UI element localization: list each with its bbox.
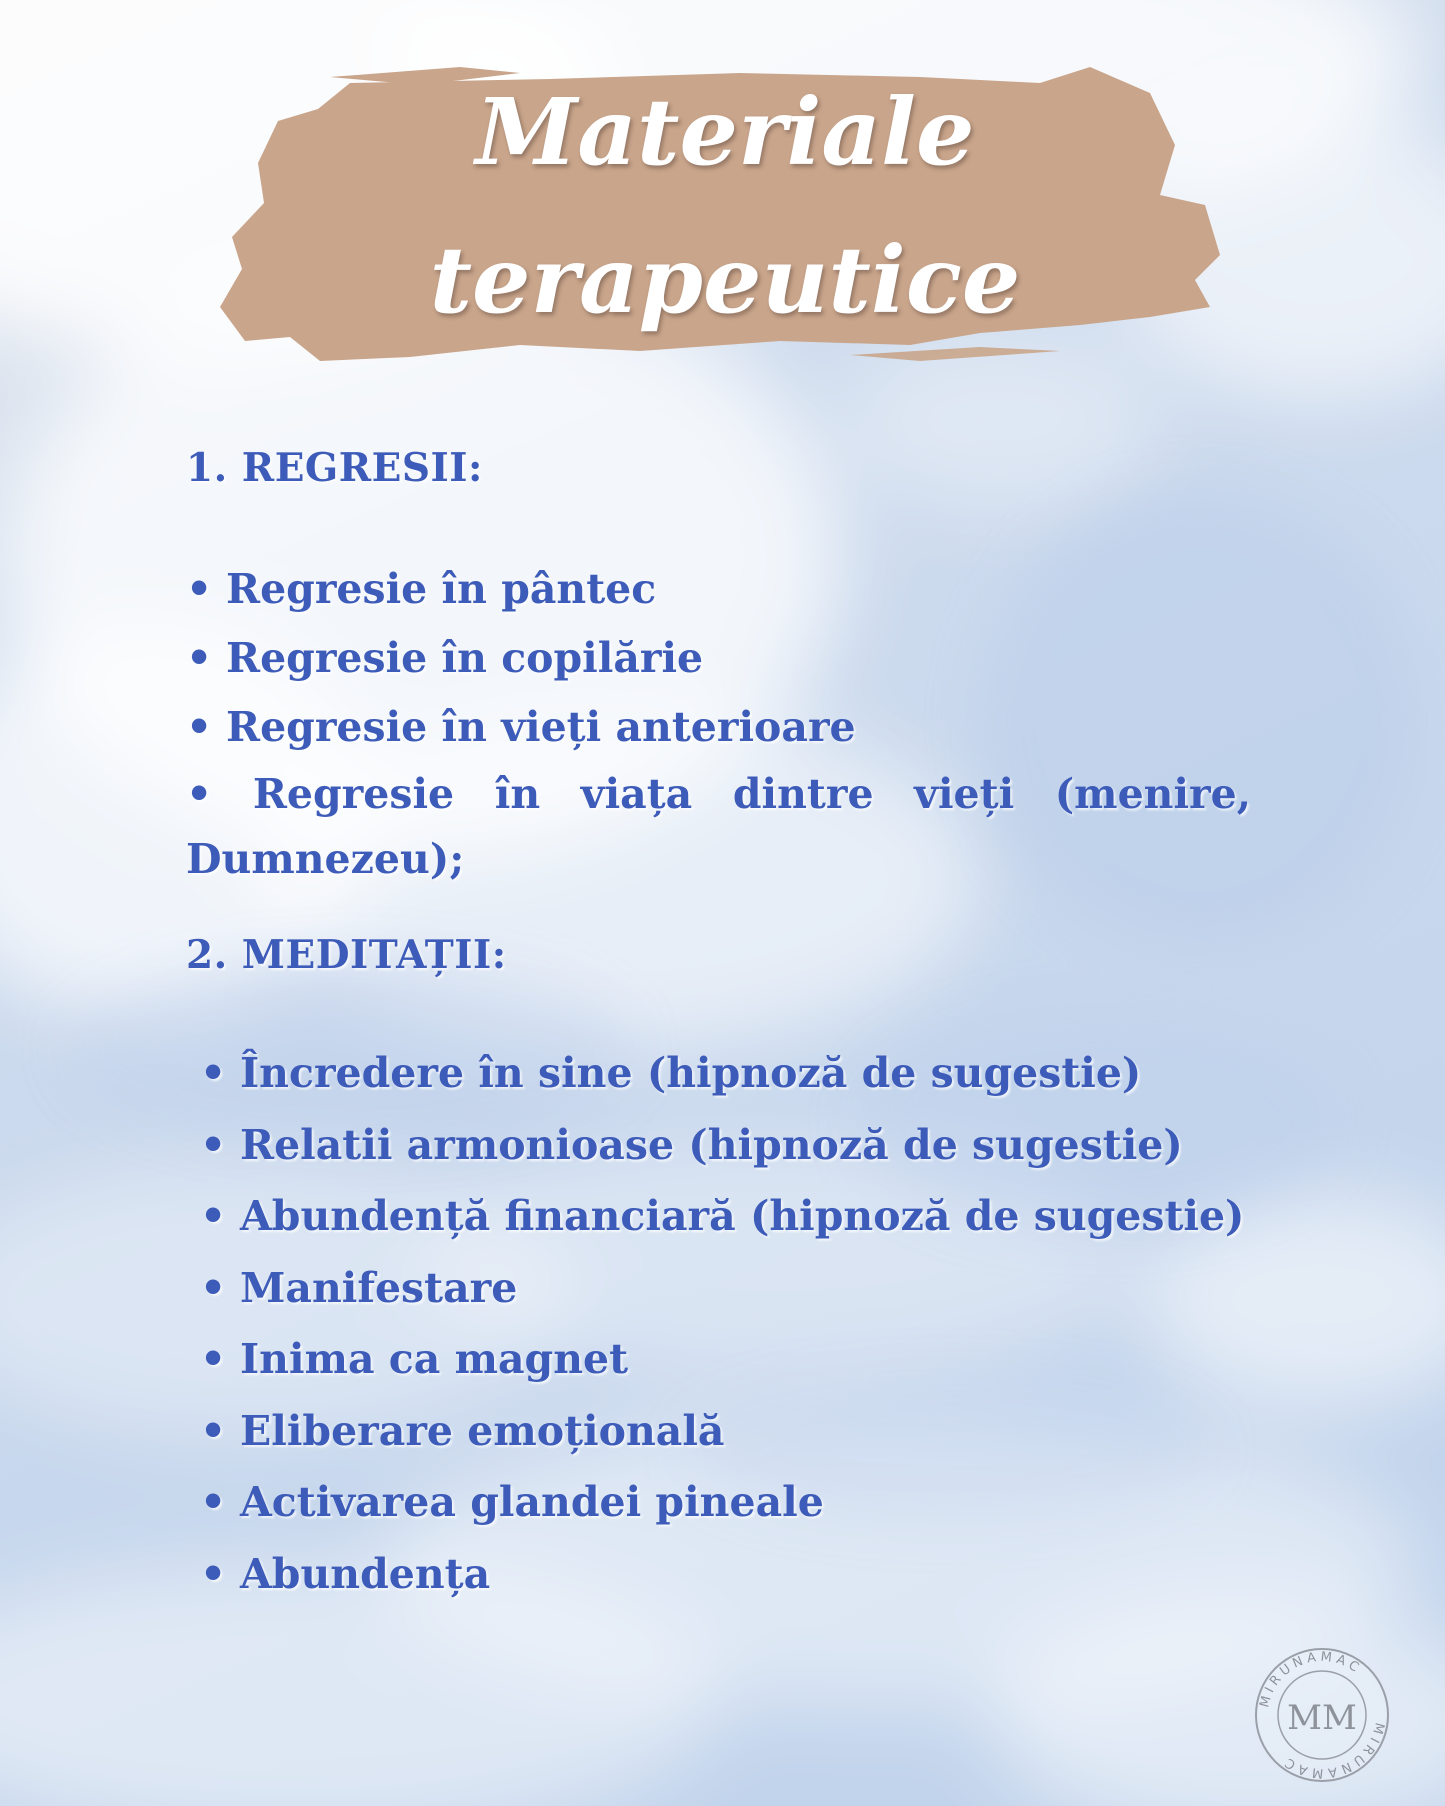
list-item-text: Eliberare emoțională (240, 1406, 725, 1455)
list-item (200, 1253, 1251, 1325)
regresii-list (186, 555, 1251, 892)
logo-monogram: MM (1287, 1698, 1357, 1738)
bullet-icon: • (200, 1478, 227, 1526)
bullet-icon: • (186, 703, 213, 751)
list-item-text: Relatii armonioase (hipnoză de sugestie) (240, 1120, 1183, 1169)
bullet-icon: • (200, 1335, 227, 1383)
list-item (200, 1324, 1251, 1396)
bullet-icon: • (186, 565, 213, 613)
bullet-icon: • (200, 1192, 227, 1240)
list-item-text: Regresie în viața dintre vieți (menire, Dumnezeu); (186, 770, 1251, 883)
logo-ring-text-2: MIRUNAMAC (1279, 1720, 1387, 1781)
bullet-icon: • (200, 1120, 227, 1169)
list-item (200, 1467, 1251, 1539)
bullet-icon: • (186, 634, 213, 682)
logo-ring-text: MIRUNAMAC (1257, 1649, 1365, 1710)
list-item (200, 1396, 1251, 1468)
brand-logo-icon (1252, 1645, 1392, 1785)
content (186, 445, 1251, 1610)
list-item-text: Activarea glandei pineale (240, 1478, 824, 1526)
list-item (200, 1181, 1251, 1253)
bullet-icon: • (200, 1049, 227, 1097)
meditatii-list (186, 1038, 1251, 1610)
section-heading-meditatii: 2. MEDITAȚII: (186, 932, 507, 978)
bullet-icon: • (200, 1406, 227, 1455)
list-item-text: Regresie în pântec (226, 565, 657, 613)
list-item-text: Încredere în sine (hipnoză de sugestie) (240, 1049, 1142, 1097)
list-item-text: Abundența (240, 1549, 491, 1598)
list-item (200, 1038, 1251, 1110)
list-item (186, 762, 1251, 892)
list-item-text: Inima ca magnet (240, 1335, 629, 1383)
title-line-2: terapeutice (429, 226, 1021, 334)
bullet-icon: • (186, 770, 213, 818)
list-item-text: Regresie în copilărie (226, 634, 704, 682)
list-item-text: Manifestare (240, 1263, 518, 1312)
list-item (186, 693, 1251, 762)
bullet-icon: • (200, 1263, 227, 1312)
list-item-text: Abundență financiară (hipnoză de sugestie) (240, 1192, 1245, 1240)
section-heading-regresii: 1. REGRESII: (186, 445, 483, 491)
list-item (186, 624, 1251, 693)
bullet-icon: • (200, 1549, 227, 1598)
title-line-1: Materiale (475, 78, 975, 186)
list-item-text: Regresie în vieți anterioare (226, 703, 856, 751)
title-banner (220, 55, 1230, 365)
list-item (186, 555, 1251, 624)
list-item (200, 1110, 1251, 1182)
list-item (200, 1539, 1251, 1611)
